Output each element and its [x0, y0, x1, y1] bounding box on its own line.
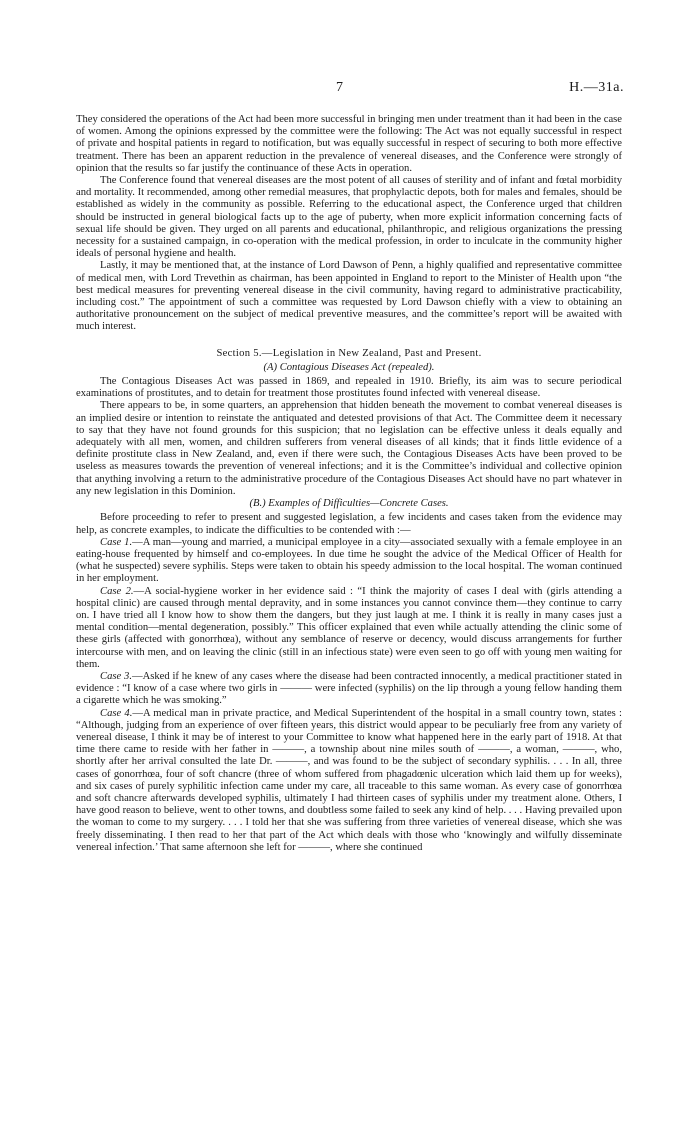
paragraph: Before proceeding to refer to present and suggested legislation, a few incidents and cases taken from the evidence may help, as concrete examples, to indicate the difficulties to be contended with :—: [76, 512, 622, 536]
case-paragraph: [76, 708, 622, 854]
case-label: Case 2.: [100, 585, 134, 597]
page-body: [76, 114, 622, 854]
case-paragraph: [76, 586, 622, 671]
case-paragraph: [76, 537, 622, 586]
case-text: —Asked if he knew of any cases where the disease had been contracted innocently, a medical practitioner stated in evidence : “I know of a case where two girls in ——— were infected (syphilis) on the lip through a young fellow handing them a cigarette which he was smoking.”: [76, 670, 622, 707]
case-label: Case 1.: [100, 536, 133, 548]
case-text: —A man—young and married, a municipal employee in a city—associated sexually with a female employee in an eating-house frequented by himself and co-employees. In due time he sought the advice of the Medical Officer of Health for (what he suspected) severe syphilis. Steps were taken to obtain his speedy admission to the local hospital. The woman continued in her employment.: [76, 536, 623, 585]
document-reference: H.—31a.: [569, 80, 624, 95]
paragraph: Lastly, it may be mentioned that, at the instance of Lord Dawson of Penn, a highly qualified and representative committee of medical men, with Lord Trevethin as chairman, has been appointed in England to report to the Minister of Health upon “the best medical measures for preventing venereal disease in the civil community, having regard to administrative practicability, including cost.” The appointment of such a committee was requested by Lord Dawson chiefly with a view to obtaining an authoritative pronouncement on the subject of medical preventive measures, and the committee’s report will be awaited with much interest.: [76, 260, 622, 333]
case-text: —A social-hygiene worker in her evidence said : “I think the majority of cases I deal with (girls attending a hospital clinic) are caused through mental depravity, and in some instances you cannot convince them—they continue to carry on. I have tried all I know how to show them the dangers, but they just laugh at me. I think it is really in many cases just a mental condition—mental degeneration, possibly.” This officer explained that even while actually attending the clinic some of these girls (affected with gonorrhœa), without any semblance of reserve or decency, would discuss arrangements for further intercourse with men, and on leaving the clinic (still in an infectious state) were even seen to go off with young men waiting for them.: [76, 585, 623, 670]
page-number: 7: [336, 80, 343, 95]
paragraph: The Contagious Diseases Act was passed in 1869, and repealed in 1910. Briefly, its aim was to secure periodical examinations of prostitutes, and to detain for treatment those prostitutes found infected with venereal disease.: [76, 376, 622, 400]
case-text: —A medical man in private practice, and Medical Superintendent of the hospital in a small country town, states : “Although, judging from an experience of over fifteen years, this district would appear to be peculiarly free from any variety of venereal disease, I think it may be of interest to your Committee to know what happened here in the early part of 1918. At that time there came to reside with her father in ———, a township about nine miles south of ———, a woman, ———, who, shortly after her arrival consulted the late Dr. ———, and was found to be the subject of secondary syphilis. . . . In all, three cases of gonorrhœa, four of soft chancre (three of whom suffered from phagadœnic ulceration which laid them up for weeks), and six cases of purely syphilitic infection came under my care, all traceable to this same woman. As every case of gonorrhœa and soft chancre afterwards developed syphilis, ultimately I had thirteen cases of syphilis under my treatment alone. Others, I have good reason to believe, went to other towns, and doubtless some failed to seek any kind of help. . . . Having prevailed upon the woman to come to my surgery. . . . I told her that she was suffering from three varieties of venereal disease, which she was freely disseminating. I then read to her that part of the Act which deals with those who ‘knowingly and wilfully disseminate venereal infection.’ That same afternoon she left for ———, where she continued: [76, 707, 622, 853]
subsection-heading-b: (B.) Examples of Difficulties—Concrete Cases.: [249, 498, 449, 510]
paragraph: There appears to be, in some quarters, an apprehension that hidden beneath the movement to combat venereal diseases is an implied desire or intention to reinstate the antiquated and detested provisions of that Act. The Committee deem it necessary to say that they have not found grounds for this suspicion; that no legislation can be effective unless it deals equally and adequately with all men, women, and children sufferers from veneral diseases of all kinds; that it finds little evidence of a definite prostitute class in New Zealand, and, even if there were such, the Contagious Diseases Acts have been proved to be useless as measures towards the prevention of venereal infections; and it is the Committee’s individual and collective opinion that anything involving a return to the administrative procedure of the Contagious Diseases Act should have no part whatever in any new legislation in this Dominion.: [76, 400, 622, 497]
case-paragraph: [76, 671, 622, 708]
paragraph: They considered the operations of the Act had been more successful in bringing men under treatment than it had been in the case of women. Among the opinions expressed by the committee were the following: The Act was not equally successful in respect of private and hospital patients in regard to notification, but was equally successful in respect of securing to both more effective treatment. There has been an apparent reduction in the prevalence of venereal diseases, and the Conference were strongly of opinion that the results so far justify the continuance of these Acts in operation.: [76, 114, 622, 174]
paragraph: The Conference found that venereal diseases are the most potent of all causes of sterility and of infant and fœtal morbidity and mortality. It recommended, among other remedial measures, that prophylactic depots, both for males and females, should be established as widely in the community as possible. Referring to the educational aspect, the Conference urged that children should be instructed in general biological facts up to the age of puberty, when more explicit information concerning facts of sexual life should be given. They urged on all parents and educational, philanthropic, and religious organizations the pressing necessity for a sustained campaign, in co-operation with the medical profession, in order to inculcate in the community higher ideals of personal hygiene and health.: [76, 175, 622, 260]
page-header: [0, 80, 700, 100]
case-label: Case 4.: [100, 707, 133, 719]
subsection-heading-a: (A) Contagious Diseases Act (repealed).: [263, 361, 435, 373]
case-label: Case 3.: [100, 670, 132, 682]
section-heading: Section 5.—Legislation in New Zealand, Past and Present.: [216, 347, 482, 359]
